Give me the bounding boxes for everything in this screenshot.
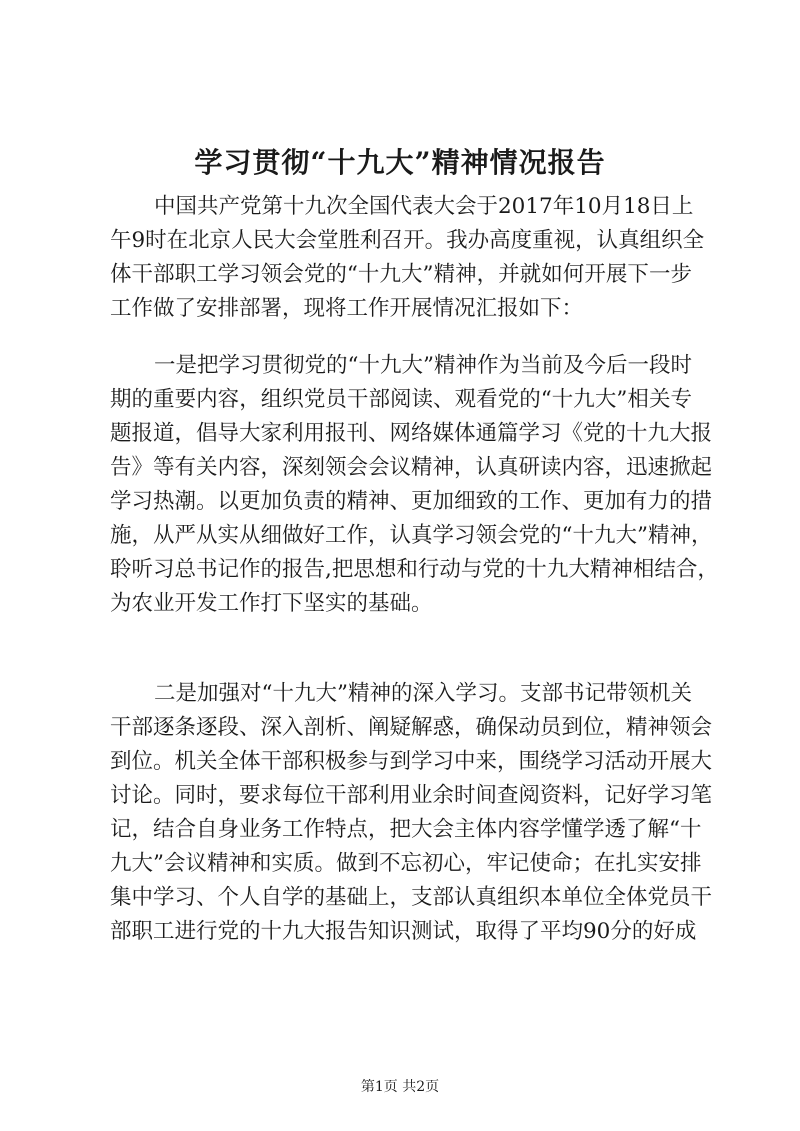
text-line: 为农业开发工作打下坚实的基础。: [110, 591, 433, 616]
text-line: 聆听习总书记作的报告,把思想和行动与党的十九大精神相结合，: [110, 557, 719, 582]
text-line: 期的重要内容，组织党员干部阅读、观看党的“十九大”相关专: [110, 387, 692, 412]
text-line: 讨论。同时，要求每位干部利用业余时间查阅资料，记好学习笔: [110, 783, 713, 808]
text-line: 部职工进行党的十九大报告知识测试，取得了平均90分的好成: [110, 919, 697, 944]
text-line: 集中学习、个人自学的基础上，支部认真组织本单位全体党员干: [110, 885, 713, 910]
text-line: 记，结合自身业务工作特点，把大会主体内容学懂学透了解“十: [110, 817, 702, 842]
paragraph-point-one: [110, 349, 719, 621]
text-line: 工作做了安排部署，现将工作开展情况汇报如下：: [110, 296, 584, 321]
text-line: 午9时在北京人民大会堂胜利召开。我办高度重视，认真组织全: [110, 228, 705, 253]
text-line: 一是把学习贯彻党的“十九大”精神作为当前及今后一段时: [154, 353, 692, 378]
text-line: 题报道，倡导大家利用报刊、网络媒体通篇学习《党的十九大报: [110, 421, 713, 446]
text-line: 二是加强对“十九大”精神的深入学习。支部书记带领机关: [154, 681, 692, 706]
paragraph-intro: [110, 190, 705, 326]
paragraph-point-two: [110, 677, 713, 949]
page-footer: 第1页 共2页: [360, 1079, 440, 1095]
text-line: 中国共产党第十九次全国代表大会于2017年10月18日上: [154, 194, 694, 219]
text-line: 到位。机关全体干部积极参与到学习中来，围绕学习活动开展大: [110, 749, 713, 774]
text-line: 干部逐条逐段、深入剖析、阐疑解惑，确保动员到位，精神领会: [110, 715, 713, 740]
text-line: 体干部职工学习领会党的“十九大”精神，并就如何开展下一步: [110, 262, 692, 287]
document-title: 学习贯彻“十九大”精神情况报告: [194, 146, 606, 179]
text-line: 九大”会议精神和实质。做到不忘初心，牢记使命；在扎实安排: [110, 851, 702, 876]
text-line: 施，从严从实从细做好工作，认真学习领会党的“十九大”精神，: [110, 523, 713, 548]
text-line: 告》等有关内容，深刻领会会议精神，认真研读内容，迅速掀起: [110, 455, 713, 480]
text-line: 学习热潮。以更加负责的精神、更加细致的工作、更加有力的措: [110, 489, 713, 514]
